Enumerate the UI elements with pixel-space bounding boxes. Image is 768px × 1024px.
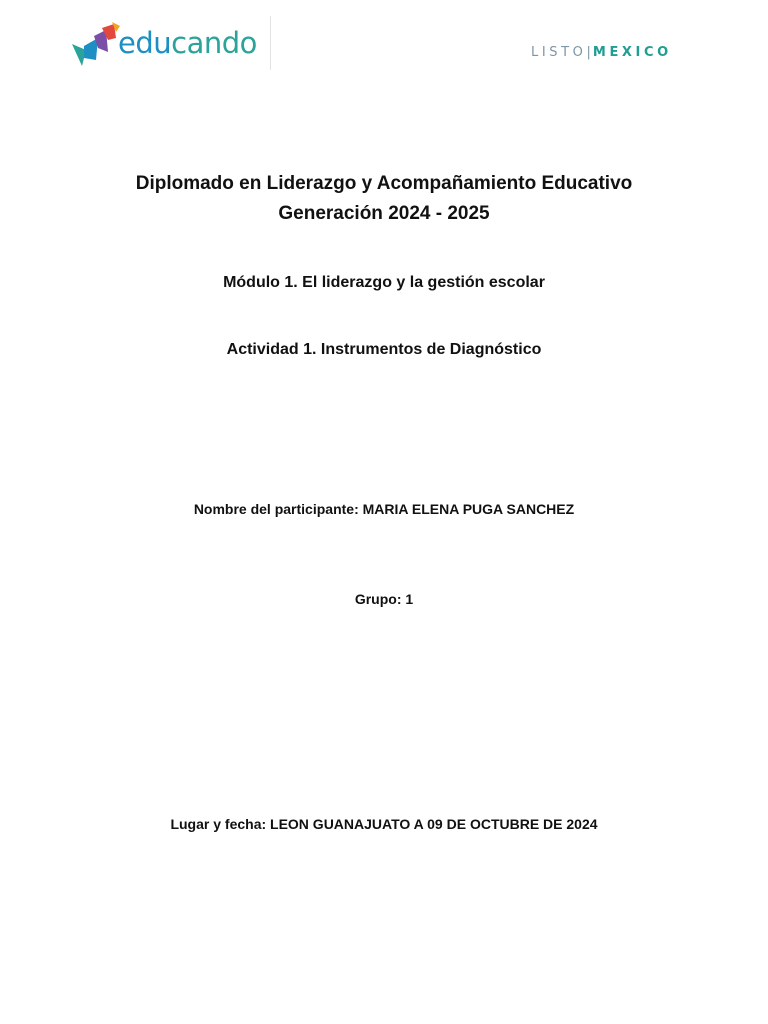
listo-mexico-logo: LISTO|MEXICO bbox=[531, 45, 672, 60]
document-header bbox=[0, 0, 768, 80]
activity-line: Actividad 1. Instrumentos de Diagnóstico bbox=[226, 341, 542, 358]
group-line: Grupo: 1 bbox=[354, 591, 414, 607]
educando-logo bbox=[66, 16, 271, 70]
document-title: Diplomado en Liderazgo y Acompañamiento Educativo bbox=[135, 173, 633, 194]
module-line: Módulo 1. El liderazgo y la gestión escolar bbox=[223, 274, 545, 291]
educando-logo-mark-icon bbox=[70, 22, 120, 66]
participant-line: Nombre del participante: MARIA ELENA PUGA SANCHEZ bbox=[193, 501, 575, 517]
place-date-line: Lugar y fecha: LEON GUANAJUATO A 09 DE OCTUBRE DE 2024 bbox=[170, 816, 598, 832]
generation-line: Generación 2024 - 2025 bbox=[278, 203, 490, 224]
educando-wordmark: educando bbox=[118, 26, 257, 60]
